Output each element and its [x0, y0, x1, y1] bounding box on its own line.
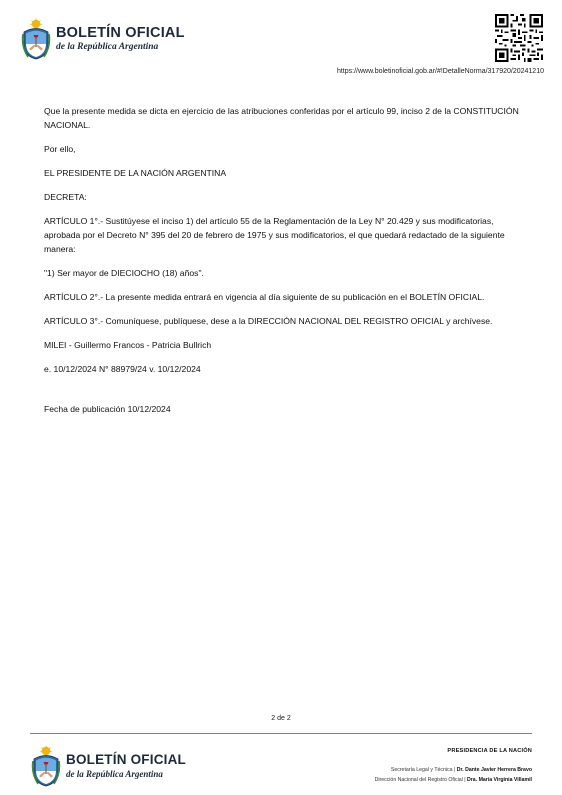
argentine-coat-of-arms-icon — [30, 745, 62, 787]
paragraph-considerando: Que la presente medida se dicta en ejercicio de las atribuciones conferidas por el artículo 99, inciso 2 de la CONSTITUCIÓN NACIONAL. — [44, 106, 519, 130]
header-logo[interactable] — [20, 18, 185, 60]
paragraph-articulo-1: ARTÍCULO 1°.- Sustitúyese el inciso 1) del artículo 55 de la Reglamentación de la Ley N° 20.429 y sus modificatorias, aprobada por el Decreto N° 395 del 20 de febrero de 1975 y sus modificatorios, el que quedará redactado de la siguiente manera: — [44, 216, 505, 254]
document-body — [44, 104, 524, 426]
paragraph-por-ello: Por ello, — [44, 144, 76, 154]
paragraph-decreta: DECRETA: — [44, 192, 87, 202]
paragraph-fecha-publicacion: Fecha de publicación 10/12/2024 — [44, 404, 171, 414]
paragraph-cita: "1) Ser mayor de DIECIOCHO (18) años". — [44, 268, 204, 278]
paragraph-articulo-2: ARTÍCULO 2°.- La presente medida entrará en vigencia al día siguiente de su publicación en el BOLETÍN OFICIAL. — [44, 292, 485, 302]
paragraph-presidente: EL PRESIDENTE DE LA NACIÓN ARGENTINA — [44, 168, 227, 178]
credit-line-2 — [375, 775, 532, 785]
presidency-label: PRESIDENCIA DE LA NACIÓN — [447, 748, 532, 754]
document-url[interactable]: https://www.boletinoficial.gob.ar/#!DetalleNorma/317920/20241210 — [336, 68, 544, 75]
qr-code-icon[interactable] — [495, 14, 543, 62]
logo-subtitle: de la República Argentina — [56, 42, 159, 52]
credit-line-1-name: Dr. Dante Javier Herrera Bravo — [456, 767, 532, 773]
credit-line-2-label: Dirección Nacional del Registro Oficial | — [374, 777, 468, 783]
paragraph-edicion: e. 10/12/2024 N° 88979/24 v. 10/12/2024 — [44, 364, 201, 374]
paragraph-articulo-3: ARTÍCULO 3°.- Comuníquese, publíquese, dese a la DIRECCIÓN NACIONAL DEL REGISTRO OFICIAL y archívese. — [44, 316, 493, 326]
argentine-coat-of-arms-icon — [20, 18, 52, 60]
footer-logo — [30, 745, 186, 787]
credit-line-2-name: Dra. María Virginia Villamil — [467, 777, 532, 783]
logo-title: BOLETÍN OFICIAL — [56, 24, 185, 41]
footer-divider — [30, 733, 532, 734]
footer-logo-title: BOLETÍN OFICIAL — [66, 752, 186, 768]
page-number: 2 de 2 — [271, 715, 291, 722]
paragraph-firmas: MILEI - Guillermo Francos - Patricia Bullrich — [44, 340, 212, 350]
credit-line-1 — [375, 765, 532, 775]
footer-credits — [375, 748, 532, 785]
footer-logo-subtitle: de la República Argentina — [66, 768, 163, 779]
credit-line-1-label: Secretaría Legal y Técnica | — [390, 767, 457, 773]
